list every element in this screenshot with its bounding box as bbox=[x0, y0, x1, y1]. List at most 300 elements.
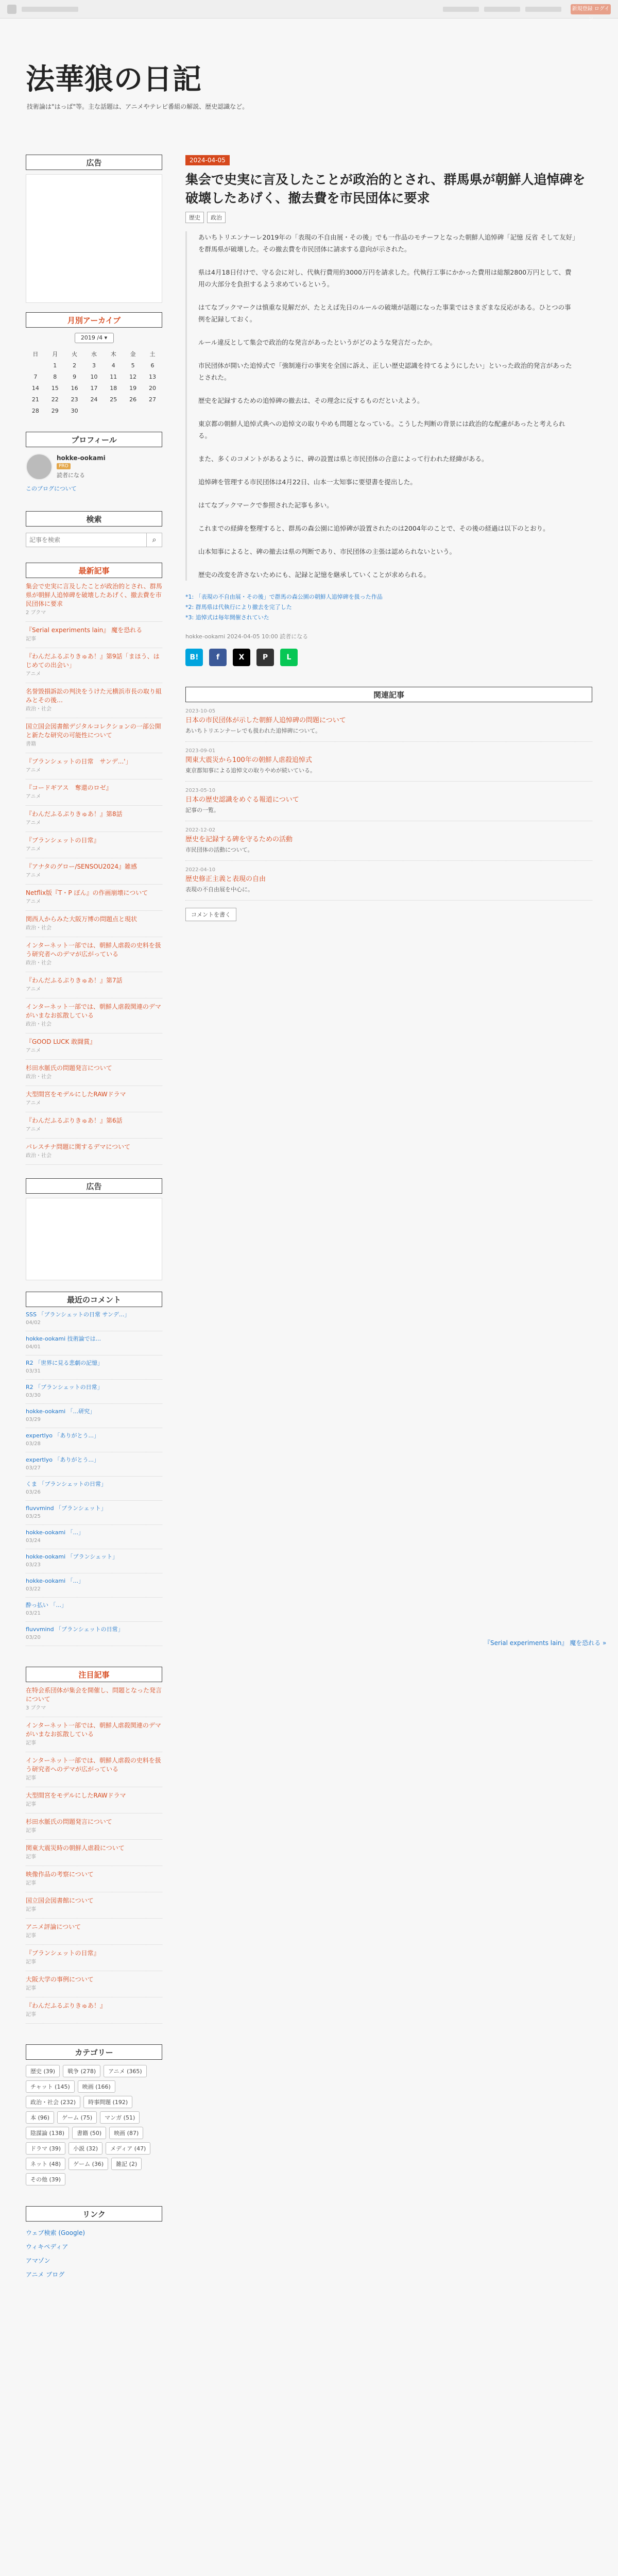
comments-heading: 最近のコメント bbox=[26, 1292, 162, 1307]
popular-item-title[interactable]: 大阪大学の事例について bbox=[26, 1976, 94, 1983]
calendar-day[interactable]: 24 bbox=[90, 396, 98, 403]
article-body bbox=[185, 231, 577, 581]
comment-item-title[interactable]: hokke-ookami 「...」 bbox=[26, 1529, 84, 1536]
recent-item-meta: アニメ bbox=[26, 846, 41, 852]
pro-badge: PRO bbox=[57, 463, 71, 469]
recent-item-title[interactable]: 『Serial experiments lain』 魔を恐れる bbox=[26, 626, 143, 634]
next-article-link[interactable]: 『Serial experiments lain』 魔を恐れる » bbox=[484, 1639, 607, 1647]
article-paragraph: あいちトリエンナーレ2019年の「表現の不自由展・その後」でも一作品のモチーフとなった朝鮮人追悼碑「記憶 反省 そして友好」を群馬県が破壊した。その撤去費を市民団体に請求する意向が示された。 bbox=[198, 233, 576, 253]
recent-item[interactable] bbox=[26, 806, 162, 832]
recent-item-meta: アニメ bbox=[26, 1100, 41, 1106]
comment-item-meta: 03/20 bbox=[26, 1635, 41, 1640]
comment-item-title[interactable]: fluvvmind 「ブランシェットの日常」 bbox=[26, 1626, 124, 1633]
recent-item[interactable] bbox=[26, 832, 162, 858]
top-bar bbox=[0, 0, 618, 22]
calendar-day[interactable]: 28 bbox=[31, 407, 39, 414]
related-heading: 関連記事 bbox=[185, 687, 592, 702]
article-paragraph: 追悼碑を管理する市民団体は4月22日、山本一太知事に要望書を提出した。 bbox=[198, 478, 417, 486]
category-link[interactable]: ネット (48) bbox=[26, 2158, 65, 2170]
related-snippet: 記事の一覧。 bbox=[185, 807, 219, 814]
profile-heading: プロフィール bbox=[26, 432, 162, 447]
comment-item-meta: 03/28 bbox=[26, 1441, 41, 1447]
footnote[interactable]: *1: 「表現の不自由展・その後」で群馬の森公園の朝鮮人追悼碑を扱った作品 bbox=[185, 594, 383, 600]
related-item[interactable] bbox=[185, 702, 592, 742]
calendar-week bbox=[26, 394, 162, 405]
calendar-day[interactable]: 4 bbox=[111, 362, 115, 369]
archive-heading: 月別アーカイブ bbox=[26, 312, 162, 328]
archive-module bbox=[26, 312, 162, 416]
calendar-day[interactable]: 25 bbox=[110, 396, 117, 403]
recent-item[interactable] bbox=[26, 998, 162, 1033]
related-snippet: 表現の不自由展を中心に。 bbox=[185, 886, 253, 893]
recent-item[interactable] bbox=[26, 1112, 162, 1139]
links-heading: リンク bbox=[26, 2206, 162, 2222]
recent-item-title[interactable]: インターネット一部では、朝鮮人虐殺関連のデマがいまなお拡散している bbox=[26, 1003, 161, 1019]
calendar-week bbox=[26, 371, 162, 382]
recent-item-meta: 記事 bbox=[26, 636, 36, 642]
popular-item[interactable] bbox=[26, 1971, 162, 1997]
recent-item-meta: アニメ bbox=[26, 671, 41, 677]
recent-list bbox=[26, 578, 162, 1165]
footnote[interactable]: *3: 追悼式は毎年開催されていた bbox=[185, 614, 269, 621]
related-item[interactable] bbox=[185, 821, 592, 861]
recent-item-title[interactable]: 『GOOD LUCK 敢闘賞』 bbox=[26, 1038, 96, 1045]
calendar-day[interactable]: 17 bbox=[90, 384, 98, 392]
related-title[interactable]: 歴史修正主義と表現の自由 bbox=[185, 875, 266, 883]
related-snippet: あいちトリエンナーレでも扱われた追悼碑について。 bbox=[185, 727, 321, 734]
recent-item-meta: 政治・社会 bbox=[26, 706, 52, 712]
comment-item-title[interactable]: hokke-ookami 技術論では... bbox=[26, 1335, 101, 1342]
recent-item[interactable] bbox=[26, 1139, 162, 1165]
recent-item-title[interactable]: 『ブランシェットの日常 サンデ...'」 bbox=[26, 758, 132, 765]
comments-module bbox=[26, 1292, 162, 1646]
comment-item[interactable] bbox=[26, 1549, 162, 1573]
recent-item[interactable] bbox=[26, 858, 162, 885]
calendar-day[interactable]: 10 bbox=[90, 373, 98, 380]
related-item[interactable] bbox=[185, 782, 592, 821]
category-link[interactable]: 本 (96) bbox=[26, 2111, 54, 2124]
recent-item-meta: 政治・社会 bbox=[26, 960, 52, 966]
write-comment-button[interactable]: コメントを書く bbox=[185, 908, 236, 921]
register-button[interactable]: 新規登録 ログイン bbox=[571, 4, 611, 14]
popular-item-title[interactable]: インターネット一部では、朝鮮人虐殺関連のデマがいまなお拡散している bbox=[26, 1722, 161, 1738]
comment-list bbox=[26, 1307, 162, 1646]
comment-item[interactable] bbox=[26, 1307, 162, 1331]
recent-item-title[interactable]: パレスチナ問題に関するデマについて bbox=[26, 1143, 131, 1150]
calendar-weekday: 火 bbox=[72, 351, 78, 358]
recent-item-title[interactable]: 関西人からみた大阪万博の問題点と現状 bbox=[26, 916, 138, 923]
recent-item[interactable] bbox=[26, 937, 162, 972]
recent-item-meta: 政治・社会 bbox=[26, 1022, 52, 1027]
recent-item-title[interactable]: 『わんだふるぷりきゅあ！』第7話 bbox=[26, 977, 123, 984]
related-snippet: 東京都知事による追悼文の取りやめが続いている。 bbox=[185, 767, 316, 774]
comment-item[interactable] bbox=[26, 1331, 162, 1355]
recent-item-title[interactable]: 『コードギアス 奪還のロゼ』 bbox=[26, 784, 112, 791]
recent-item-title[interactable]: 『ブランシェットの日常』 bbox=[26, 837, 100, 844]
category-list bbox=[26, 2065, 162, 2185]
recent-item[interactable] bbox=[26, 648, 162, 683]
popular-item[interactable] bbox=[26, 1997, 162, 2024]
article-paragraph: 歴史の改変を許さないためにも、記録と記憶を継承していくことが求められる。 bbox=[198, 571, 431, 579]
popular-item-meta: 記事 bbox=[26, 1802, 36, 1807]
comment-item-meta: 03/27 bbox=[26, 1465, 41, 1471]
recent-item-meta: アニメ bbox=[26, 873, 41, 878]
category-link[interactable]: チャット (145) bbox=[26, 2080, 75, 2093]
recent-item[interactable] bbox=[26, 779, 162, 806]
article-footer-meta: hokke-ookami 2024-04-05 10:00 読者になる bbox=[185, 633, 308, 640]
popular-item-title[interactable]: 映像作品の考察について bbox=[26, 1871, 94, 1878]
calendar-day[interactable]: 23 bbox=[71, 396, 78, 403]
recent-item-meta: アニメ bbox=[26, 794, 41, 800]
calendar-day bbox=[123, 405, 143, 416]
popular-item-meta: 記事 bbox=[26, 1828, 36, 1834]
search-input[interactable] bbox=[26, 533, 147, 547]
recent-item-meta: 書籍 bbox=[26, 741, 36, 747]
category-link[interactable]: ゲーム (36) bbox=[68, 2158, 108, 2170]
article-paragraph: はてなブックマークは慎重な見解だが、たとえば先日のルールの破壊が話題になった事業ではさまざまな反応がある。ひとつの事例を記録しておく。 bbox=[198, 303, 571, 323]
popular-item-title[interactable]: 大型間宮をモデルにしたRAWドラマ bbox=[26, 1792, 126, 1799]
comment-item-meta: 03/26 bbox=[26, 1489, 41, 1495]
popular-item-meta: 記事 bbox=[26, 1854, 36, 1860]
recent-item[interactable] bbox=[26, 885, 162, 911]
comment-item[interactable] bbox=[26, 1573, 162, 1598]
category-link[interactable]: その他 (39) bbox=[26, 2173, 65, 2185]
category-heading: カテゴリー bbox=[26, 2044, 162, 2060]
recent-item-title[interactable]: 『アナタのグロー/SENSOU2024』雑感 bbox=[26, 863, 138, 870]
calendar-day[interactable]: 1 bbox=[53, 362, 57, 369]
category-link[interactable]: マンガ (51) bbox=[100, 2111, 140, 2124]
category-link[interactable]: 雑記 (2) bbox=[111, 2158, 142, 2170]
comment-item-title[interactable]: SSS 「ブランシェットの日常 サンデ...」 bbox=[26, 1311, 130, 1318]
calendar-day[interactable]: 14 bbox=[31, 384, 39, 392]
ad-heading: 広告 bbox=[26, 155, 162, 170]
comment-item[interactable] bbox=[26, 1525, 162, 1549]
comment-item-meta: 03/21 bbox=[26, 1611, 41, 1616]
recent-item-title[interactable]: 『わんだふるぷりきゅあ！』第8話 bbox=[26, 810, 123, 818]
comment-item[interactable] bbox=[26, 1355, 162, 1380]
category-link[interactable]: 映画 (166) bbox=[78, 2080, 115, 2093]
sidebar-link[interactable]: ウェブ検索 (Google) bbox=[26, 2229, 85, 2236]
category-link[interactable]: 陰謀論 (138) bbox=[26, 2127, 69, 2139]
recent-item-title[interactable]: 名誉毀損訴訟の判決をうけた元横浜市長の取り組みとその後… bbox=[26, 688, 162, 704]
calendar-day[interactable]: 9 bbox=[73, 373, 77, 380]
recent-item-title[interactable]: 杉田水脈氏の問題発言について bbox=[26, 1064, 112, 1072]
popular-item-meta: 記事 bbox=[26, 1907, 36, 1912]
calendar-day[interactable]: 26 bbox=[129, 396, 137, 403]
comment-item-meta: 04/02 bbox=[26, 1320, 41, 1326]
category-link[interactable]: 歴史 (39) bbox=[26, 2065, 60, 2077]
calendar-day[interactable]: 27 bbox=[149, 396, 157, 403]
recent-item-title[interactable]: Netflix版『T・P ぼん』の作画崩壊について bbox=[26, 889, 148, 896]
popular-item-title[interactable]: 国立国会図書館について bbox=[26, 1897, 94, 1904]
recent-item[interactable] bbox=[26, 1060, 162, 1086]
comment-item-title[interactable]: hokke-ookami 「...」 bbox=[26, 1578, 84, 1584]
popular-item[interactable] bbox=[26, 1892, 162, 1919]
category-link[interactable]: 小説 (32) bbox=[68, 2142, 102, 2155]
popular-item[interactable] bbox=[26, 1840, 162, 1866]
comment-item-meta: 03/29 bbox=[26, 1417, 41, 1422]
calendar-day[interactable]: 29 bbox=[51, 407, 59, 414]
ad-slot-2[interactable] bbox=[26, 1198, 162, 1280]
related-date: 2022-12-02 bbox=[185, 827, 216, 833]
recent-item[interactable] bbox=[26, 1033, 162, 1060]
comment-item-title[interactable]: くま 「ブランシェットの日常」 bbox=[26, 1481, 107, 1487]
calendar-day bbox=[104, 405, 123, 416]
hatena-logo-icon[interactable] bbox=[7, 5, 16, 14]
popular-item[interactable] bbox=[26, 1787, 162, 1814]
category-link[interactable]: ドラマ (39) bbox=[26, 2142, 65, 2155]
related-title[interactable]: 日本の市民団体が示した朝鮮人追悼碑の問題について bbox=[185, 717, 346, 724]
calendar-day[interactable]: 8 bbox=[53, 373, 57, 380]
recent-item-meta: アニメ bbox=[26, 899, 41, 905]
archive-month-select[interactable]: 2019 /4 ▾ bbox=[75, 333, 114, 343]
nav-placeholder bbox=[484, 7, 520, 12]
article-paragraph: 山本知事によると、碑の撤去は県の判断であり、市民団体の主張は認められないという。 bbox=[198, 548, 456, 555]
site-title[interactable]: 法華狼の日記 bbox=[26, 62, 202, 96]
recent-item-meta: 政治・社会 bbox=[26, 1074, 52, 1080]
comment-item[interactable] bbox=[26, 1380, 162, 1404]
popular-item-meta: 記事 bbox=[26, 1986, 36, 1991]
calendar-day[interactable]: 19 bbox=[129, 384, 137, 392]
category-link[interactable]: 書籍 (50) bbox=[72, 2127, 106, 2139]
related-title[interactable]: 日本の歴史認識をめぐる報道について bbox=[185, 796, 299, 804]
popular-item[interactable] bbox=[26, 1919, 162, 1945]
comment-item-meta: 03/24 bbox=[26, 1538, 41, 1544]
article bbox=[185, 155, 592, 921]
search-heading: 検索 bbox=[26, 511, 162, 527]
calendar-day[interactable]: 20 bbox=[149, 384, 157, 392]
calendar-day[interactable]: 16 bbox=[71, 384, 78, 392]
calendar-day[interactable]: 2 bbox=[73, 362, 77, 369]
article-paragraph: 東京都の朝鮮人追悼式典への追悼文の取りやめも問題となっている。こうした判断の背景には政治的な配慮があったと考えられる。 bbox=[198, 420, 565, 439]
popular-item-title[interactable]: アニメ評論について bbox=[26, 1923, 81, 1930]
popular-item-title[interactable]: 『わんだふるぷりきゅあ！』 bbox=[26, 2002, 107, 2009]
article-date[interactable]: 2024-04-05 bbox=[185, 155, 230, 165]
calendar-day bbox=[84, 405, 104, 416]
calendar-weekday: 月 bbox=[52, 351, 58, 358]
popular-item[interactable] bbox=[26, 1752, 162, 1787]
popular-heading: 注目記事 bbox=[26, 1667, 162, 1682]
comment-item[interactable] bbox=[26, 1598, 162, 1622]
comment-item-title[interactable]: expertlyo 「ありがとう...」 bbox=[26, 1456, 99, 1463]
category-link[interactable]: 政治・社会 (232) bbox=[26, 2096, 80, 2108]
avatar[interactable] bbox=[26, 453, 53, 480]
recent-item-title[interactable]: 『わんだふるぷりきゅあ！』第6話 bbox=[26, 1117, 123, 1124]
recent-item[interactable] bbox=[26, 718, 162, 753]
sidebar-link[interactable]: ウィキペディア bbox=[26, 2243, 68, 2250]
sidebar bbox=[26, 155, 162, 2281]
share-button[interactable]: B! bbox=[185, 649, 203, 666]
calendar-day[interactable]: 11 bbox=[110, 373, 117, 380]
article-tags bbox=[185, 212, 592, 223]
calendar-day[interactable]: 18 bbox=[110, 384, 117, 392]
comment-item-title[interactable]: expertlyo 「ありがとう...」 bbox=[26, 1432, 99, 1439]
category-link[interactable]: 時事問題 (192) bbox=[83, 2096, 132, 2108]
recent-item-meta: アニメ bbox=[26, 1048, 41, 1054]
recent-item-meta: アニメ bbox=[26, 1127, 41, 1132]
recent-item[interactable] bbox=[26, 972, 162, 998]
comment-item-meta: 03/30 bbox=[26, 1393, 41, 1398]
about-link[interactable]: このブログについて bbox=[26, 485, 77, 492]
article-tag[interactable]: 歴史 bbox=[185, 212, 204, 223]
links-module bbox=[26, 2206, 162, 2281]
related-item[interactable] bbox=[185, 742, 592, 782]
related-date: 2023-10-05 bbox=[185, 708, 216, 714]
recent-item[interactable] bbox=[26, 753, 162, 779]
recent-item-title[interactable]: 大型間宮をモデルにしたRAWドラマ bbox=[26, 1091, 126, 1098]
recent-item[interactable] bbox=[26, 622, 162, 648]
recent-item-title[interactable]: 国立国会図書館デジタルコレクションの一部公開と新たな研究の可能性について bbox=[26, 723, 161, 739]
calendar-day[interactable]: 6 bbox=[150, 362, 154, 369]
subscribe-link[interactable]: 読者になる bbox=[57, 472, 85, 479]
related-date: 2023-05-10 bbox=[185, 788, 216, 793]
ad-slot[interactable] bbox=[26, 174, 162, 303]
calendar-day[interactable]: 30 bbox=[71, 407, 78, 414]
calendar-day[interactable]: 21 bbox=[31, 396, 39, 403]
calendar-day[interactable]: 12 bbox=[129, 373, 137, 380]
comment-item-title[interactable]: hokke-ookami 「...研究」 bbox=[26, 1408, 96, 1415]
share-button[interactable]: f bbox=[209, 649, 227, 666]
recent-item[interactable] bbox=[26, 683, 162, 718]
recent-item-meta: 政治・社会 bbox=[26, 925, 52, 931]
popular-item[interactable] bbox=[26, 1682, 162, 1717]
recent-item[interactable] bbox=[26, 1086, 162, 1112]
calendar-weekday: 水 bbox=[91, 351, 97, 358]
link-list bbox=[26, 2226, 162, 2281]
ad2-module bbox=[26, 1178, 162, 1280]
share-button[interactable]: P bbox=[256, 649, 274, 666]
popular-item[interactable] bbox=[26, 1814, 162, 1840]
comment-item[interactable] bbox=[26, 1477, 162, 1501]
comment-item[interactable] bbox=[26, 1452, 162, 1477]
profile-module bbox=[26, 432, 162, 493]
popular-item-meta: 記事 bbox=[26, 2012, 36, 2018]
recent-item-meta: 政治・社会 bbox=[26, 1153, 52, 1159]
recent-item-title[interactable]: インターネット一部では、朝鮮人虐殺の史料を扱う研究者へのデマが広がっている bbox=[26, 942, 161, 958]
popular-module bbox=[26, 1667, 162, 2024]
article-paragraph: 県は4月18日付けで、守る会に対し、代執行費用約3000万円を請求した。代執行工事にかかった費用は総額2800万円として、費用の大部分を負担するよう求めているという。 bbox=[198, 268, 572, 288]
recent-item-meta: アニメ bbox=[26, 987, 41, 992]
sidebar-link[interactable]: アニメ ブログ bbox=[26, 2271, 65, 2278]
comment-item-title[interactable]: hokke-ookami 「ブランシェット」 bbox=[26, 1553, 118, 1560]
calendar-day[interactable]: 22 bbox=[51, 396, 59, 403]
calendar-day bbox=[143, 405, 162, 416]
popular-item-meta: 記事 bbox=[26, 1959, 36, 1965]
popular-item-title[interactable]: 関東大震災時の朝鮮人虐殺について bbox=[26, 1844, 125, 1852]
comment-item[interactable] bbox=[26, 1622, 162, 1646]
article-title[interactable]: 集会で史実に言及したことが政治的とされ、群馬県が朝鮮人追悼碑を破壊したあげく、撤去費を市民団体に要求 bbox=[185, 172, 586, 206]
popular-item-meta: 記事 bbox=[26, 1933, 36, 1939]
comment-item-meta: 03/22 bbox=[26, 1586, 41, 1592]
recent-item-title[interactable]: 集会で史実に言及したことが政治的とされ、群馬県が朝鮮人追悼碑を破壊したあげく、撤去費を市民団体に要求 bbox=[26, 583, 162, 607]
category-link[interactable]: ゲーム (75) bbox=[57, 2111, 97, 2124]
comment-item[interactable] bbox=[26, 1404, 162, 1428]
related-title[interactable]: 歴史を記録する碑を守るための活動 bbox=[185, 836, 293, 843]
calendar-week bbox=[26, 360, 162, 371]
calendar-day[interactable]: 7 bbox=[33, 373, 38, 380]
site-description: 技術論は"はっぱ"等。主な話題は、アニメやテレビ番組の解説、歴史認識など。 bbox=[27, 103, 249, 110]
comment-item-title[interactable]: fluvvmind 「ブランシェット」 bbox=[26, 1505, 107, 1512]
related-item[interactable] bbox=[185, 861, 592, 901]
footnotes bbox=[185, 592, 592, 623]
recent-item-meta: 2 ブクマ bbox=[26, 610, 46, 616]
popular-item-title[interactable]: 杉田水脈氏の問題発言について bbox=[26, 1818, 112, 1825]
article-paragraph: これまでの経緯を整理すると、群馬の森公園に追悼碑が設置されたのは2004年のことで、その後の経過は以下のとおり。 bbox=[198, 524, 550, 532]
calendar-day[interactable]: 3 bbox=[92, 362, 96, 369]
share-button[interactable]: X bbox=[233, 649, 250, 666]
recent-heading: 最新記事 bbox=[26, 563, 162, 578]
profile-name[interactable]: hokke-ookami bbox=[57, 454, 106, 462]
comment-item[interactable] bbox=[26, 1428, 162, 1452]
calendar-day[interactable]: 15 bbox=[51, 384, 59, 392]
related-module bbox=[185, 687, 592, 921]
calendar-day bbox=[26, 360, 45, 371]
recent-item-meta: アニメ bbox=[26, 768, 41, 773]
sidebar-link[interactable]: アマゾン bbox=[26, 2257, 50, 2264]
calendar-day[interactable]: 13 bbox=[149, 373, 157, 380]
ad2-heading: 広告 bbox=[26, 1178, 162, 1194]
popular-item-title[interactable]: 在特会系団体が集会を開催し、問題となった発言について bbox=[26, 1687, 162, 1703]
nav-placeholder bbox=[443, 7, 479, 12]
recent-item-meta: アニメ bbox=[26, 820, 41, 826]
category-link[interactable]: 映画 (87) bbox=[109, 2127, 143, 2139]
comment-item-title[interactable]: R2 「ブランシェットの日常」 bbox=[26, 1384, 103, 1391]
calendar-weekday: 日 bbox=[32, 351, 39, 358]
popular-item-title[interactable]: インターネット一部では、朝鮮人虐殺の史料を扱う研究者へのデマが広がっている bbox=[26, 1757, 161, 1773]
category-link[interactable]: メディア (47) bbox=[106, 2142, 150, 2155]
article-tag[interactable]: 政治 bbox=[207, 212, 226, 223]
comment-item-title[interactable]: 酔っ払い 「...」 bbox=[26, 1602, 67, 1608]
article-paragraph: 歴史を記録するための追悼碑の撤去は、その理念に反するものだといえよう。 bbox=[198, 397, 424, 404]
related-date: 2023-09-01 bbox=[185, 748, 216, 754]
share-button[interactable]: L bbox=[280, 649, 298, 666]
popular-list bbox=[26, 1682, 162, 2024]
calendar-day[interactable]: 5 bbox=[131, 362, 135, 369]
calendar-weekday: 金 bbox=[130, 351, 136, 358]
recent-item[interactable] bbox=[26, 578, 162, 622]
popular-item[interactable] bbox=[26, 1866, 162, 1892]
article-paragraph: 市民団体が開いた追悼式で「強制連行の事実を全国に訴え、正しい歴史認識を持てるようにしたい」といった政治的発言があったとされた。 bbox=[198, 362, 572, 381]
archive-calendar bbox=[26, 348, 162, 416]
article-paragraph: ルール違反として集会で政治的な発言があったというがどのような発言だったか。 bbox=[198, 338, 437, 346]
related-snippet: 市民団体の活動について。 bbox=[185, 846, 253, 853]
calendar-weekday: 土 bbox=[149, 351, 156, 358]
comment-item-meta: 03/23 bbox=[26, 1562, 41, 1568]
calendar-weekday: 木 bbox=[110, 351, 116, 358]
related-list bbox=[185, 702, 592, 901]
recent-item[interactable] bbox=[26, 911, 162, 937]
comment-item-title[interactable]: R2 「世界に見る悲劇の記憶」 bbox=[26, 1360, 104, 1366]
popular-item-meta: 3 ブクマ bbox=[26, 1705, 46, 1711]
footnote[interactable]: *2: 群馬県は代執行により撤去を完了した bbox=[185, 604, 292, 611]
category-link[interactable]: 戦争 (278) bbox=[63, 2065, 100, 2077]
popular-item-title[interactable]: 『ブランシェットの日常』 bbox=[26, 1950, 100, 1957]
comment-item-meta: 03/31 bbox=[26, 1368, 41, 1374]
comment-item[interactable] bbox=[26, 1501, 162, 1525]
comment-item-meta: 03/25 bbox=[26, 1514, 41, 1519]
search-icon[interactable]: ⌕ bbox=[147, 533, 162, 547]
popular-item[interactable] bbox=[26, 1945, 162, 1971]
nav-placeholder bbox=[22, 7, 78, 12]
share-buttons bbox=[185, 649, 592, 666]
related-title[interactable]: 関東大震災から100年の朝鮮人虐殺追悼式 bbox=[185, 756, 312, 764]
recent-module bbox=[26, 563, 162, 1165]
search-module bbox=[26, 511, 162, 547]
recent-item-title[interactable]: 『わんだふるぷりきゅあ！』第9話「まほう、はじめての出会い」 bbox=[26, 653, 160, 669]
category-link[interactable]: アニメ (365) bbox=[104, 2065, 147, 2077]
article-paragraph: また、多くのコメントがあるように、碑の設置は県と市民団体の合意によって行われた経緯がある。 bbox=[198, 455, 488, 463]
popular-item[interactable] bbox=[26, 1717, 162, 1752]
